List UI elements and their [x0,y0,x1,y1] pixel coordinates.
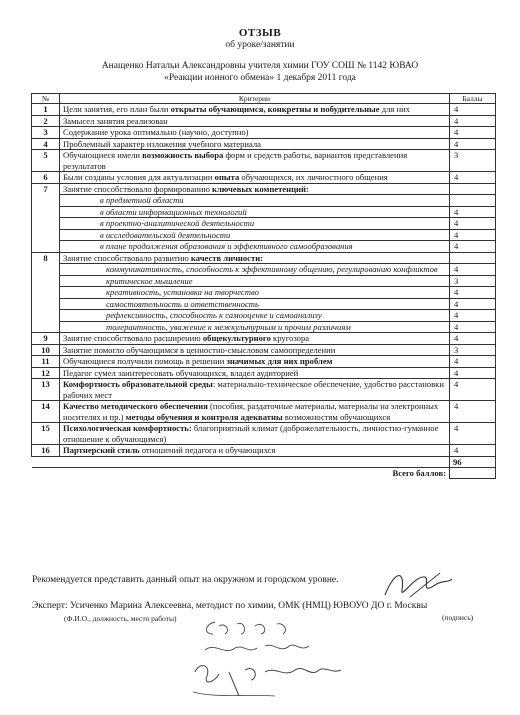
table-subrow [32,310,496,322]
criterion-text: Педагог сумел заинтересовать обучающихся, владел аудиторией [60,367,450,379]
row-number: 16 [32,445,60,457]
table-row [32,344,496,356]
criterion-score: 4 [450,401,496,423]
table-row [32,104,496,116]
table-subrow [32,287,496,299]
lesson-line: «Реакции ионного обмена» 1 декабря 2011 года [164,73,356,83]
criterion-score: 4 [450,127,496,139]
criterion-score: 3 [450,344,496,356]
sub-criterion-text: рефлексивность, способность к самооценке и самоанализу [60,310,450,322]
sub-criterion-text: в предметной области [60,195,450,207]
sub-criterion-text: толерантность, уважение к межкультурным и прочим различиям [60,321,450,333]
criterion-score: 4 [450,333,496,345]
table-row [32,115,496,127]
table-subrow [32,206,496,218]
sub-criterion-score: 4 [450,321,496,333]
row-number: 1 [32,104,60,116]
criterion-score: 4 [450,356,496,368]
criterion-text: Замысел занятия реализован [60,115,450,127]
row-number: 3 [32,127,60,139]
expert-signature [380,565,455,605]
row-number: 4 [32,138,60,150]
criterion-score: 4 [450,138,496,150]
sub-criterion-score: 4 [450,206,496,218]
table-subrow [32,298,496,310]
criterion-score: 4 [450,104,496,116]
total-blank [32,456,450,468]
table-subrow [32,195,496,207]
table-row [32,183,496,195]
col-score-header: Баллы [450,94,496,104]
sub-criterion-score: 4 [450,264,496,276]
table-row [32,252,496,264]
criteria-table-body [32,104,496,479]
row-number: 8 [32,252,60,333]
table-row [32,379,496,401]
criterion-score: 3 [450,150,496,172]
total-score: 96 [450,456,496,468]
total-label-row [32,468,496,479]
total-row [32,456,496,468]
document-title: ОТЗЫВ [238,27,282,39]
criterion-score: 4 [450,445,496,457]
criterion-score: 4 [450,423,496,445]
criterion-score: 4 [450,367,496,379]
table-row [32,401,496,423]
expert-line: Эксперт: Усиченко Марина Алексеевна, методист по химии, ОМК (НМЦ) ЮВОУО ДО г. Москвы [32,601,428,611]
sub-criterion-text: в плане продолжения образования и эффективного самообразования [60,241,450,253]
criterion-text: Обучающиеся получили помощь в решении значимых для них проблем [60,356,450,368]
table-row [32,445,496,457]
sub-criterion-score: 4 [450,310,496,322]
table-header-row [32,94,496,104]
table-subrow [32,229,496,241]
document-subtitle: об уроке/занятии [225,40,295,50]
row-number: 10 [32,344,60,356]
criterion-score: 4 [450,172,496,184]
sub-criterion-text: в проектно-аналитической деятельности [60,218,450,230]
criterion-text: Обучающиеся имели возможность выбора форм и средств работы, вариантов представления результатов [60,150,450,172]
table-subrow [32,264,496,276]
criterion-text: Занятие способствовало формированию ключевых компетенций: [60,183,450,195]
table-row [32,127,496,139]
table-row [32,367,496,379]
table-subrow [32,275,496,287]
table-row [32,423,496,445]
row-number: 7 [32,183,60,252]
criteria-table [31,93,496,479]
criterion-text: Содержание урока оптимально (научно, доступно) [60,127,450,139]
criterion-text: Комфортность образовательной среды: материально-техническое обеспечение, удобство расстановки рабочих мест [60,379,450,401]
sub-criterion-score: 4 [450,229,496,241]
sub-criterion-score: 4 [450,298,496,310]
row-number: 12 [32,367,60,379]
row-number: 11 [32,356,60,368]
sub-criterion-score: 3 [450,275,496,287]
criterion-text: Цели занятия, его план были открыты обучающимся, конкретны и побудительные для них [60,104,450,116]
sub-criterion-score: 4 [450,241,496,253]
row-number: 2 [32,115,60,127]
criterion-score [450,252,496,264]
criterion-text: Качество методического обеспечения (пособия, раздаточные материалы, материалы на электронных носителях и пр.) методы обучения и контроля адекватны возможностям обучающихся [60,401,450,423]
sub-criterion-text: в области информационных технологий [60,206,450,218]
criterion-text: Психологическая комфортность: благоприятный климат (доброжелательность, личностно-гуманное отношение к обучающимся) [60,423,450,445]
row-number: 9 [32,333,60,345]
teacher-line: Анащенко Натальи Александровны учителя химии ГОУ СОШ № 1142 ЮВАО [101,61,419,71]
table-row [32,333,496,345]
criterion-score [450,183,496,195]
criterion-score: 4 [450,379,496,401]
row-number: 6 [32,172,60,184]
table-row [32,150,496,172]
sub-criterion-score: 4 [450,287,496,299]
col-criteria-header: Критерии [60,94,450,104]
criterion-text: Занятие помогло обучающимся в ценностно-смысловом самоопределении [60,344,450,356]
sub-criterion-text: самостоятельность и ответственность [60,298,450,310]
table-subrow [32,241,496,253]
table-subrow [32,321,496,333]
sub-criterion-text: креативность, установка на творчество [60,287,450,299]
sub-criterion-text: в исследовательской деятельности [60,229,450,241]
sub-criterion-text: коммуникативность, способность к эффективному общению, регулированию конфликтов [60,264,450,276]
total-label: Всего баллов: [32,468,450,479]
criterion-text: Занятие способствовало расширению общекультурного кругозора [60,333,450,345]
table-row [32,172,496,184]
criterion-score: 4 [450,115,496,127]
row-number: 5 [32,150,60,172]
total-empty [450,468,496,479]
table-subrow [32,218,496,230]
fio-note: (Ф.И.О., должность, место работы) [64,614,177,623]
table-row [32,138,496,150]
row-number: 13 [32,379,60,401]
criterion-text: Проблемный характер изложения учебного материала [60,138,450,150]
criterion-text: Занятие способствовало развитию качеств личности: [60,252,450,264]
table-row [32,356,496,368]
sub-criterion-score: 4 [450,218,496,230]
signature-note: (подпись) [442,613,474,622]
copy-certified-stamp [185,612,355,707]
row-number: 15 [32,423,60,445]
sub-criterion-text: критическое мышление [60,275,450,287]
col-num-header: № [32,94,60,104]
row-number: 14 [32,401,60,423]
criterion-text: Партнерский стиль отношений педагога и обучающихся [60,445,450,457]
criterion-text: Были созданы условия для актуализации опыта обучающихся, их личностного общения [60,172,450,184]
sub-criterion-score [450,195,496,207]
recommendation-text: Рекомендуется представить данный опыт на окружном и городском уровне. [32,575,339,585]
